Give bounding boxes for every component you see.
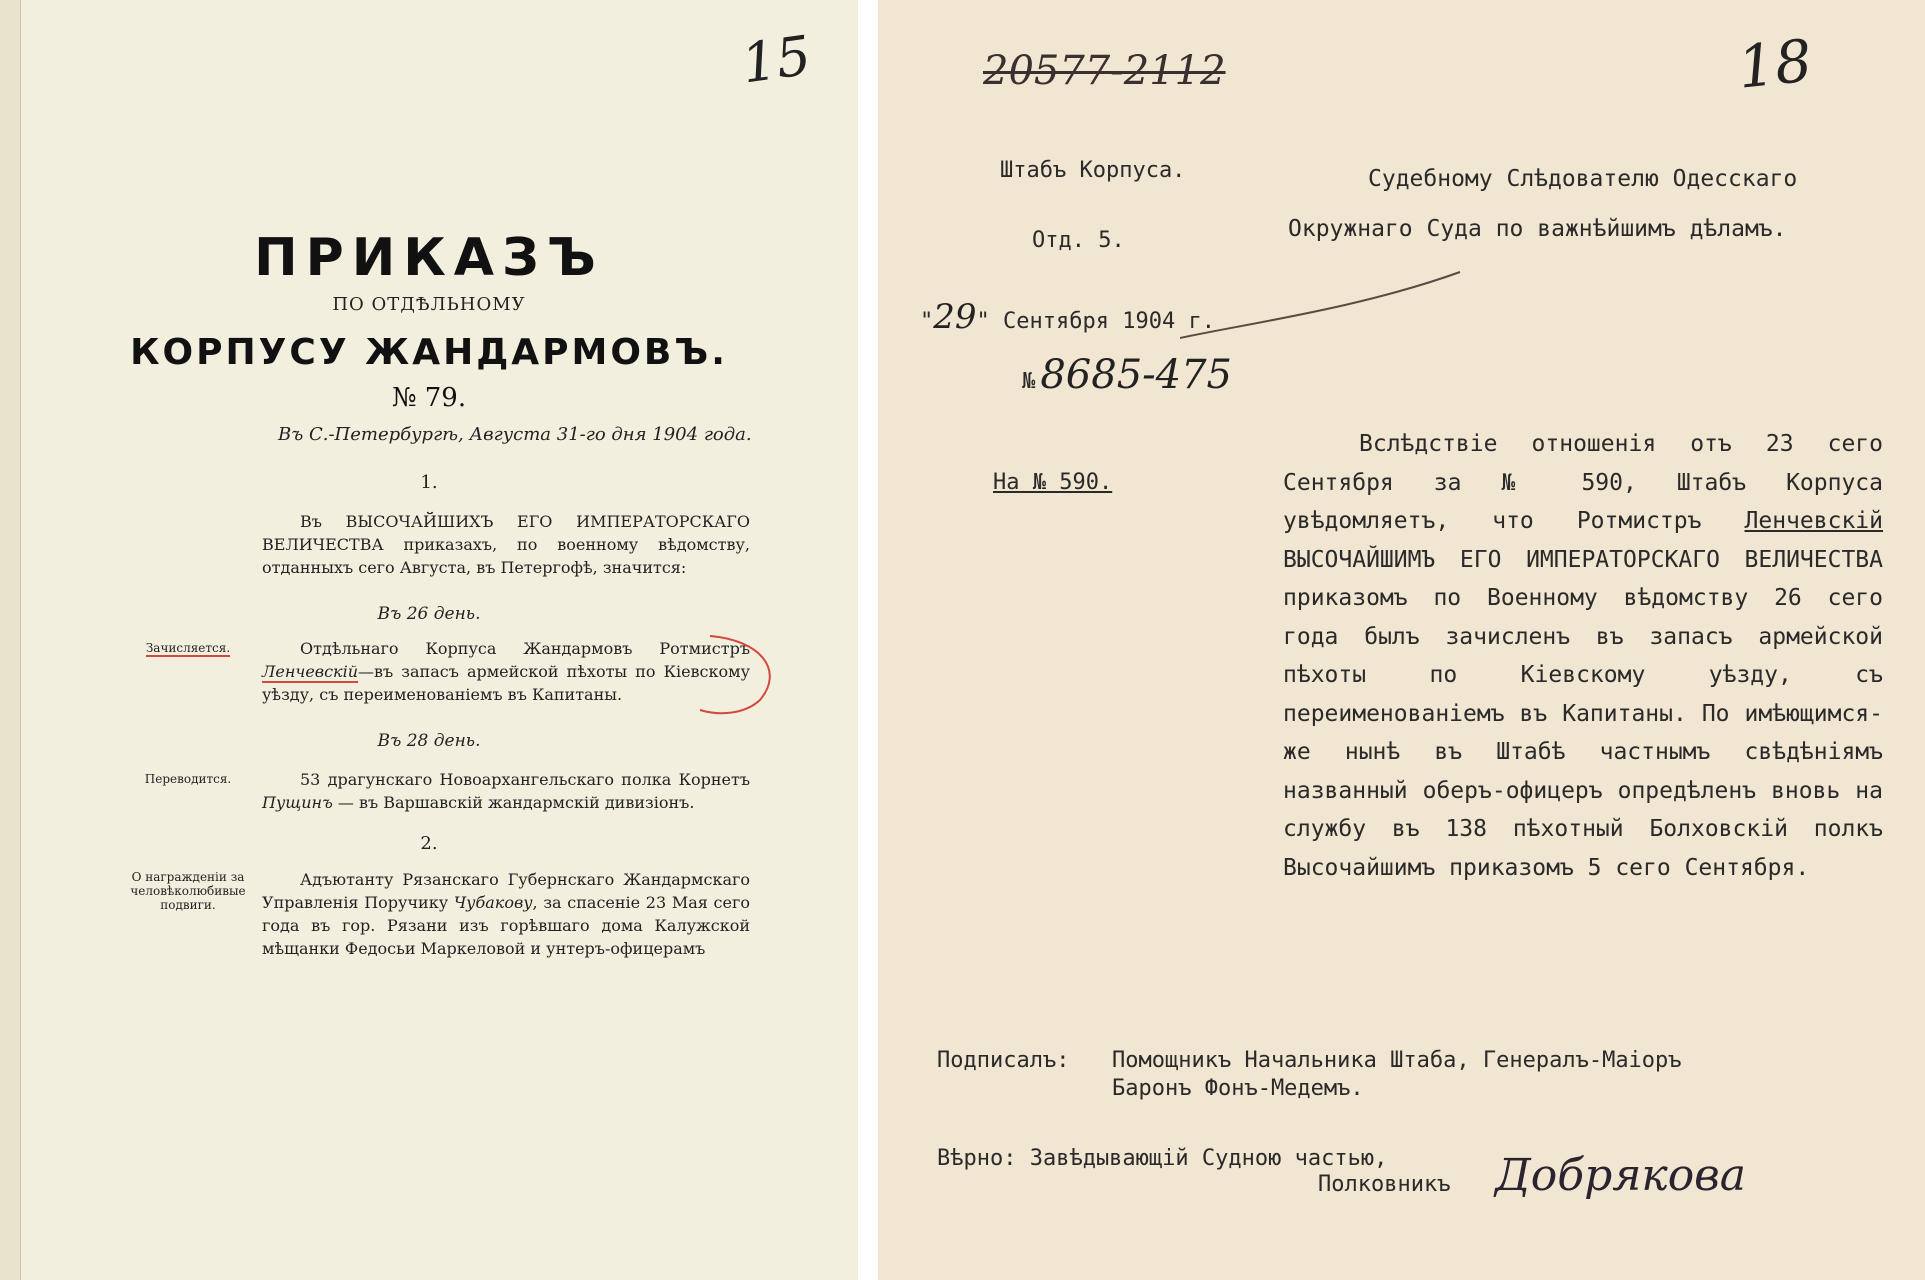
- order-subtitle-small: ПО ОТДѢЛЬНОМУ: [332, 294, 526, 315]
- entry-paragraph: [262, 637, 750, 706]
- margin-note-text: Зачисляется.: [145, 641, 231, 655]
- folio-number: 15: [737, 23, 815, 96]
- entry-text: — въ Варшавскій жандармскій дивизіонъ.: [332, 793, 695, 812]
- verified-rank: Полковникъ: [1318, 1172, 1451, 1197]
- day-heading: Въ 26 день.: [377, 604, 481, 624]
- body-text: Вслѣдствіе отношенія отъ 23 сего Сентября за № 590, Штабъ Корпуса увѣдомляетъ, что Ротмистръ: [1283, 431, 1883, 534]
- place-date: Въ С.-Петербургѣ, Августа 31-го дня 1904 года.: [278, 424, 752, 445]
- handwritten-signature: Добрякова: [1495, 1150, 1747, 1201]
- binding-edge: [0, 0, 21, 1280]
- signatory-line: Баронъ Фонъ-Медемъ.: [1112, 1076, 1364, 1101]
- intro-text: Въ ВЫСОЧАЙШИХЪ ЕГО ИМПЕРАТОРСКАГО ВЕЛИЧЕСТВА приказахъ, по военному вѣдомству, отданныхъ сего Августа, въ Петергофѣ, значится:: [262, 512, 750, 577]
- red-pencil-mark: [690, 630, 790, 720]
- addressee-line: Судебному Слѣдователю Одесскаго: [1368, 166, 1798, 192]
- struck-registry-number: 20577-2112: [983, 48, 1226, 94]
- person-name: Пущинъ: [262, 793, 333, 812]
- letter-body: [1283, 425, 1883, 887]
- sender-heading: Штабъ Корпуса.: [1000, 158, 1186, 183]
- margin-note: [128, 641, 248, 655]
- date-day: 29: [933, 297, 977, 337]
- addressee-line: Окружнаго Суда по важнѣйшимъ дѣламъ.: [1288, 216, 1787, 242]
- margin-note: О награжденіи за человѣколюбивые подвиги.: [130, 870, 246, 912]
- person-name: Ленчевскій: [262, 662, 359, 681]
- entry-text: —въ запасъ армейской пѣхоты по Кіевскому уѣзду, съ переименованіемъ въ Капитаны.: [262, 662, 750, 704]
- handwritten-flourish: [1180, 268, 1470, 358]
- margin-note: Переводится.: [144, 772, 232, 786]
- section-number: 2.: [420, 833, 438, 854]
- letter-date: "29" Сентября 1904 г.: [920, 297, 1215, 337]
- signatory-line: Помощникъ Начальника Штаба, Генералъ-Маіоръ: [1112, 1048, 1682, 1073]
- registry-value: 8685-475: [1040, 352, 1233, 398]
- left-document-page: [0, 0, 858, 1280]
- date-month-year: Сентября 1904 г.: [1003, 309, 1215, 334]
- reply-reference: На № 590.: [993, 470, 1113, 495]
- body-text: ВЫСОЧАЙШИМЪ ЕГО ИМПЕРАТОРСКАГО ВЕЛИЧЕСТВА приказомъ по Военному вѣдомству 26 сего года былъ зачисленъ въ запасъ армейской пѣхоты по Кіевскому уѣзду, съ переименованіемъ въ Капитаны. По имѣющимся-же нынѣ въ Штабѣ частнымъ свѣдѣніямъ названный оберъ-офицеръ опредѣленъ вновь на службу въ 138 пѣхотный Болховскій полкъ Высочайшимъ приказомъ 5 сего Сентября.: [1283, 546, 1883, 881]
- folio-number: 18: [1734, 26, 1816, 102]
- day-heading: Въ 28 день.: [377, 731, 481, 751]
- person-name: Чубакову: [453, 893, 533, 912]
- order-title: ПРИКАЗЪ: [254, 228, 604, 288]
- entry-text: Отдѣльнаго Корпуса Жандармовъ Ротмистръ: [300, 639, 750, 658]
- intro-paragraph: [262, 510, 750, 579]
- registry-number: [1022, 352, 1232, 398]
- order-subtitle-large: КОРПУСУ ЖАНДАРМОВЪ.: [130, 332, 728, 373]
- entry-paragraph: [262, 768, 750, 814]
- entry-text: 53 драгунскаго Новоархангельскаго полка Корнетъ: [300, 770, 750, 789]
- entry-text: Адъютанту Рязанскаго Губернскаго Жандармскаго Управленія Поручику: [262, 870, 750, 912]
- section-number: 1.: [420, 472, 438, 493]
- signed-label: Подписалъ:: [937, 1048, 1070, 1073]
- entry-paragraph: [262, 868, 750, 960]
- page-gap: [858, 0, 878, 1280]
- person-name: Ленчевскій: [1744, 508, 1883, 534]
- entry-text: , за спасеніе 23 Мая сего года въ гор. Рязани изъ горѣвшаго дома Калужской мѣщанки Федосьи Маркеловой и унтеръ-офицерамъ: [262, 893, 751, 958]
- department-label: Отд. 5.: [1032, 228, 1125, 253]
- verified-line: Вѣрно: Завѣдывающій Судною частью,: [937, 1146, 1388, 1171]
- order-number: № 79.: [391, 383, 467, 413]
- registry-prefix: №: [1022, 369, 1036, 394]
